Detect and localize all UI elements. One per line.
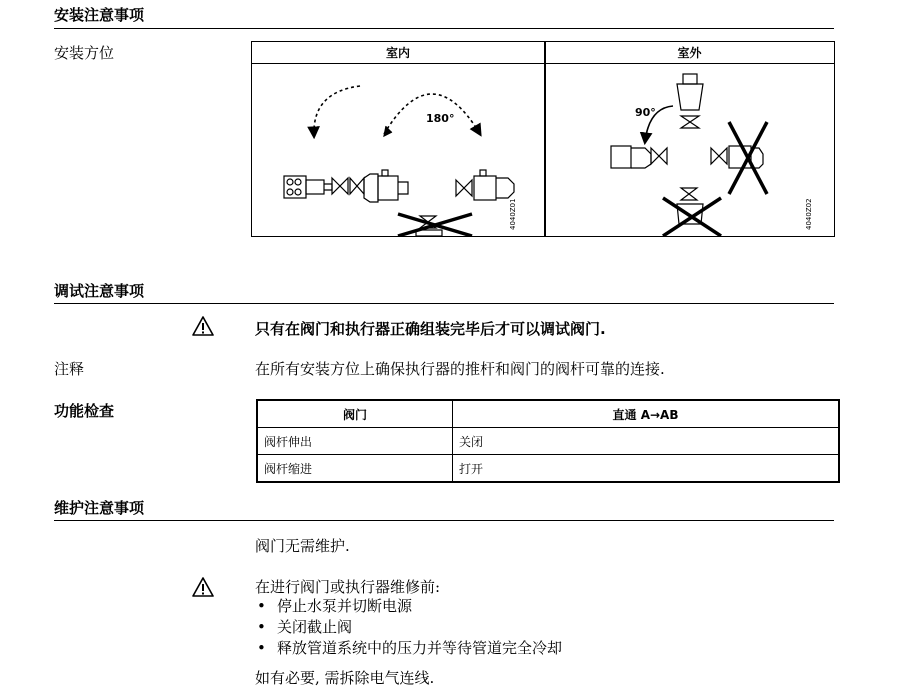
indoor-header: 室内: [252, 42, 544, 64]
commissioning-rule: [54, 303, 834, 304]
maintenance-heading: 维护注意事项: [54, 499, 145, 517]
maintenance-intro: 阀门无需维护.: [255, 537, 350, 555]
list-item: • 释放管道系统中的压力并等待管道完全冷却: [255, 638, 562, 659]
warning-icon: [192, 316, 214, 336]
install-rule: [54, 28, 834, 29]
list-item: • 关闭截止阀: [255, 617, 562, 638]
table-cell: 关闭: [453, 428, 840, 455]
note-label: 注释: [54, 360, 85, 378]
function-check-heading: 功能检查: [54, 402, 115, 420]
outdoor-header: 室外: [545, 42, 834, 64]
outdoor-illustration: [545, 64, 834, 236]
indoor-angle: 180°: [426, 112, 455, 125]
orientation-label: 安装方位: [54, 44, 115, 62]
function-check-table: [256, 399, 840, 483]
table-cell: 阀杆缩进: [257, 455, 453, 483]
warning-icon: [192, 577, 214, 597]
table-cell: 阀杆伸出: [257, 428, 453, 455]
list-item: • 停止水泵并切断电源: [255, 596, 562, 617]
indoor-illustration: [252, 64, 544, 236]
orientation-figure: [251, 41, 835, 237]
table-header-row: [257, 400, 839, 428]
outdoor-angle: 90°: [635, 106, 656, 119]
indoor-code: 4040Z01: [509, 198, 517, 230]
maintenance-warning-intro: 在进行阀门或执行器维修前:: [255, 578, 441, 596]
table-header-valve: 阀门: [257, 400, 453, 428]
commissioning-heading: 调试注意事项: [54, 282, 145, 300]
table-cell: 打开: [453, 455, 840, 483]
table-row: [257, 428, 839, 455]
outdoor-code: 4040Z02: [805, 198, 813, 230]
maintenance-footer: 如有必要, 需拆除电气连线.: [255, 669, 435, 687]
install-heading: 安装注意事项: [54, 6, 145, 24]
note-text: 在所有安装方位上确保执行器的推杆和阀门的阀杆可靠的连接.: [255, 360, 665, 378]
table-header-straight: 直通 A→AB: [453, 400, 840, 428]
maintenance-rule: [54, 520, 834, 521]
commissioning-warning: 只有在阀门和执行器正确组装完毕后才可以调试阀门.: [255, 320, 606, 338]
maintenance-steps: [255, 596, 562, 659]
table-row: [257, 455, 839, 483]
